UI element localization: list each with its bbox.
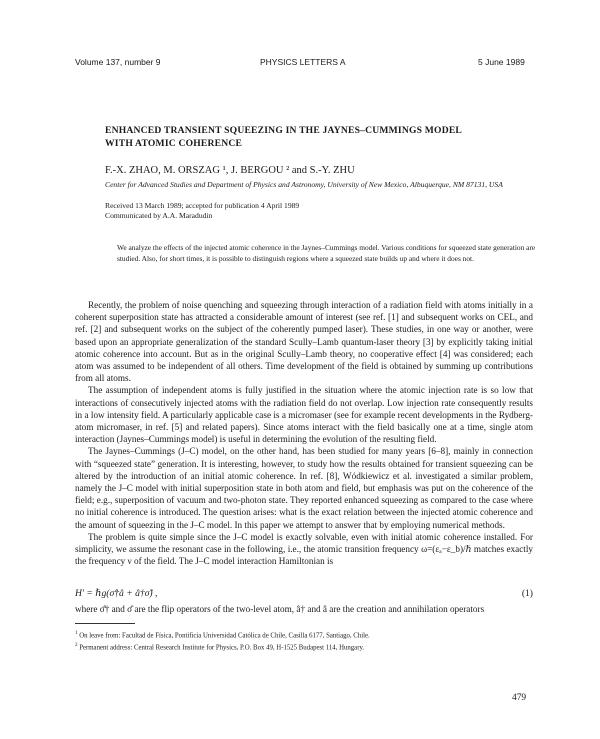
equation-body: H′ = ℏg(σ̂†â + â†σ̂) ,	[75, 588, 158, 599]
title-line: WITH ATOMIC COHERENCE	[105, 138, 243, 149]
journal-name: PHYSICS LETTERS A	[260, 57, 346, 67]
volume-info: Volume 137, number 9	[75, 57, 161, 67]
author-list: F.-X. ZHAO, M. ORSZAG ¹, J. BERGOU ² and S.-Y. ZHU	[105, 165, 355, 176]
affiliation: Center for Advanced Studies and Department of Physics and Astronomy, University of New Mexico, Albuquerque, NM 87131, USA	[105, 180, 503, 189]
received-dates: Received 13 March 1989; accepted for publication 4 April 1989	[105, 201, 300, 210]
paragraph: The Jaynes–Cummings (J–C) model, on the other hand, has been studied for many years [6–8], mainly in connection with “squeezed state” generation. It is interesting, however, to study how the results obtained for transient squeezing can be altered by the introduction of an initial atomic coherence. In ref. [8], Wódkiewicz et al. investigated a similar problem, namely the J–C model with initial superposition state in both atom and field, but emphasis was put on the coherence of the field; e.g., superposition of vacuum and two-photon state. They reported enhanced squeezing as compared to the case where no initial coherence is introduced. The question arises: what is the exact relation between the injected atomic coherence and the amount of squeezing in the J–C model. In this paper we attempt to answer that by employing numerical methods.	[75, 446, 533, 530]
where-line: where σ̂† and σ̂ are the flip operators of the two-level atom, â† and â are the creation and annihilation operators	[75, 604, 485, 614]
footnote	[75, 643, 364, 651]
title-line: ENHANCED TRANSIENT SQUEEZING IN THE JAYNES–CUMMINGS MODEL	[105, 125, 463, 136]
page-number: 479	[512, 693, 527, 703]
footnote-rule	[75, 623, 135, 624]
paragraph: The problem is quite simple since the J–C model is exactly solvable, even with initial atomic coherence installed. For simplicity, we assume the resonant case in the following, i.e., the atomic transition frequency ω=(εₐ−ε_b)/ℏ matches exactly the frequency ν of the field. The J–C model interaction Hamiltonian is	[75, 531, 533, 567]
footnote-text: On leave from: Facultad de Física, Pontificia Universidad Católica de Chile, Casilla 6177, Santiago, Chile.	[79, 632, 370, 640]
equation-number: (1)	[521, 588, 533, 599]
footnote-text: Permanent address: Central Research Institute for Physics, P.O. Box 49, H-1525 Budapest 114, Hungary.	[79, 644, 365, 652]
paper-title	[105, 124, 535, 150]
footnote-mark: 2	[75, 643, 78, 648]
communicated-by: Communicated by A.A. Maradudin	[105, 211, 213, 220]
footnote	[75, 631, 370, 639]
body-text	[75, 299, 533, 567]
footnote-mark: 1	[75, 631, 78, 636]
abstract: We analyze the effects of the injected atomic coherence in the Jaynes–Cummings model. Various conditions for squeezed state generation are studied. Also, for short times, it is possible to distinguish regions where a squeezed state builds up and where it does not.	[117, 243, 536, 263]
paragraph: The assumption of independent atoms is fully justified in the situation where the atomic injection rate is so low that interactions of consecutively injected atoms with the radiation field do not overlap. Low injection rate consequently results in a low intensity field. A particularly applicable case is a micromaser (see for example recent developments in the Rydberg-atom micromaser, in ref. [5] and related papers). Since atoms interact with the field basically one at a time, single atom interaction (Jaynes–Cummings model) is useful in determining the evolution of the resulting field.	[75, 385, 533, 445]
equation-1	[75, 588, 533, 599]
paragraph: Recently, the problem of noise quenching and squeezing through interaction of a radiation field with atoms initially in a coherent superposition state has attracted a considerable amount of interest (see ref. [1] and subsequent works on CEL, and ref. [2] and subsequent works on the subject of the coherently pumped laser). These studies, in one way or another, were based upon an appropriate generalization of the standard Scully–Lamb quantum-laser theory [3] by explicitly taking initial atomic coherence into account. But as in the original Scully–Lamb theory, no cooperative effect [4] was considered; each atom was assumed to be independent of all others. Time development of the field is obtained by summing up contributions from all atoms.	[75, 300, 533, 384]
issue-date: 5 June 1989	[478, 57, 525, 67]
